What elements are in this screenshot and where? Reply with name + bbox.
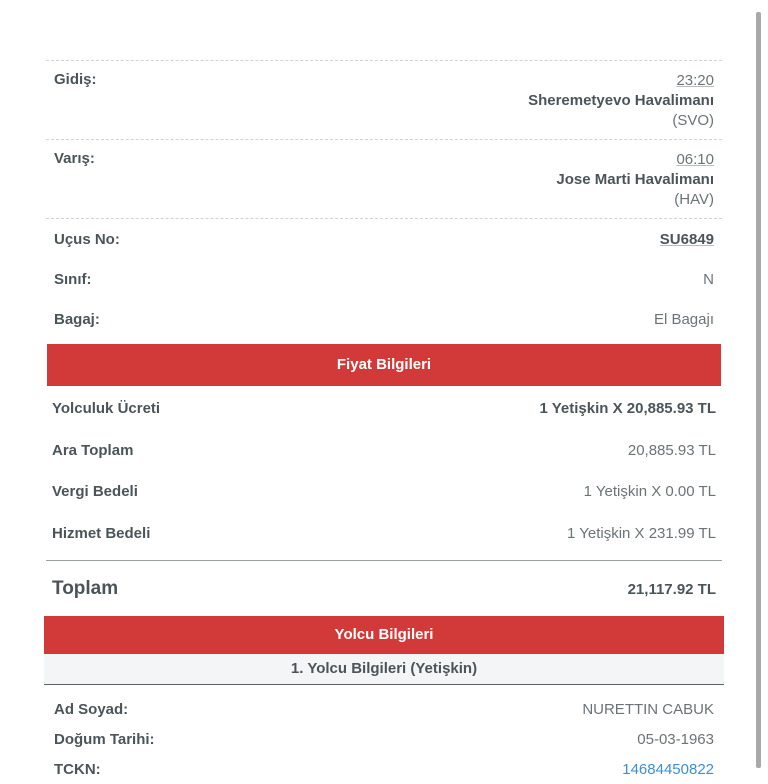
birthdate-row [46, 724, 722, 754]
service-fee-value: 1 Yetişkin X 231.99 TL [566, 524, 716, 542]
departure-info [528, 71, 714, 131]
flight-details [46, 60, 722, 339]
name-row [46, 694, 722, 724]
tax-label: Vergi Bedeli [52, 483, 138, 501]
subtotal-row [46, 430, 722, 472]
flight-number-row [46, 219, 722, 259]
departure-label: Gidiş: [54, 71, 97, 88]
tckn-row [46, 754, 722, 784]
departure-code: (SVO) [672, 112, 714, 129]
name-label: Ad Soyad: [54, 700, 129, 718]
arrival-row [46, 140, 722, 218]
birthdate-label: Doğum Tarihi: [54, 730, 155, 748]
tckn-label: TCKN: [54, 760, 101, 778]
arrival-code: (HAV) [674, 191, 714, 208]
flight-number-label: Uçus No: [54, 230, 120, 248]
service-fee-row [46, 513, 722, 555]
baggage-value: El Bagajı [653, 310, 714, 328]
price-details [46, 388, 722, 617]
total-value: 21,117.92 TL [627, 580, 716, 598]
price-info-header: Fiyat Bilgileri [47, 344, 721, 386]
passenger-details [46, 694, 722, 784]
arrival-time: 06:10 [676, 151, 714, 168]
departure-row [46, 61, 722, 139]
tax-row [46, 471, 722, 513]
birthdate-value: 05-03-1963 [637, 730, 714, 748]
subtotal-value: 20,885.93 TL [627, 441, 716, 459]
baggage-label: Bagaj: [54, 310, 100, 328]
departure-airport: Sheremetyevo Havalimanı [528, 92, 714, 109]
name-value: NURETTIN CABUK [582, 700, 714, 718]
arrival-airport: Jose Marti Havalimanı [556, 171, 714, 188]
scrollbar[interactable] [756, 12, 761, 768]
tax-value: 1 Yetişkin X 0.00 TL [583, 483, 716, 501]
passenger-info-header: Yolcu Bilgileri [44, 616, 724, 654]
fare-value: 1 Yetişkin X 20,885.93 TL [539, 400, 716, 418]
arrival-label: Varış: [54, 150, 95, 167]
subtotal-label: Ara Toplam [52, 441, 134, 459]
tckn-value[interactable]: 14684450822 [622, 760, 714, 778]
class-value: N [703, 270, 714, 288]
class-row [46, 259, 722, 299]
baggage-row [46, 299, 722, 339]
total-row [46, 561, 722, 617]
class-label: Sınıf: [54, 270, 92, 288]
fare-label: Yolculuk Ücreti [52, 400, 161, 418]
total-label: Toplam [52, 578, 119, 599]
service-fee-label: Hizmet Bedeli [52, 524, 151, 542]
departure-time: 23:20 [676, 72, 714, 89]
arrival-info [556, 150, 714, 210]
fare-row [46, 388, 722, 430]
flight-number-value[interactable]: SU6849 [659, 230, 714, 248]
passenger-subheader: 1. Yolcu Bilgileri (Yetişkin) [44, 654, 724, 685]
